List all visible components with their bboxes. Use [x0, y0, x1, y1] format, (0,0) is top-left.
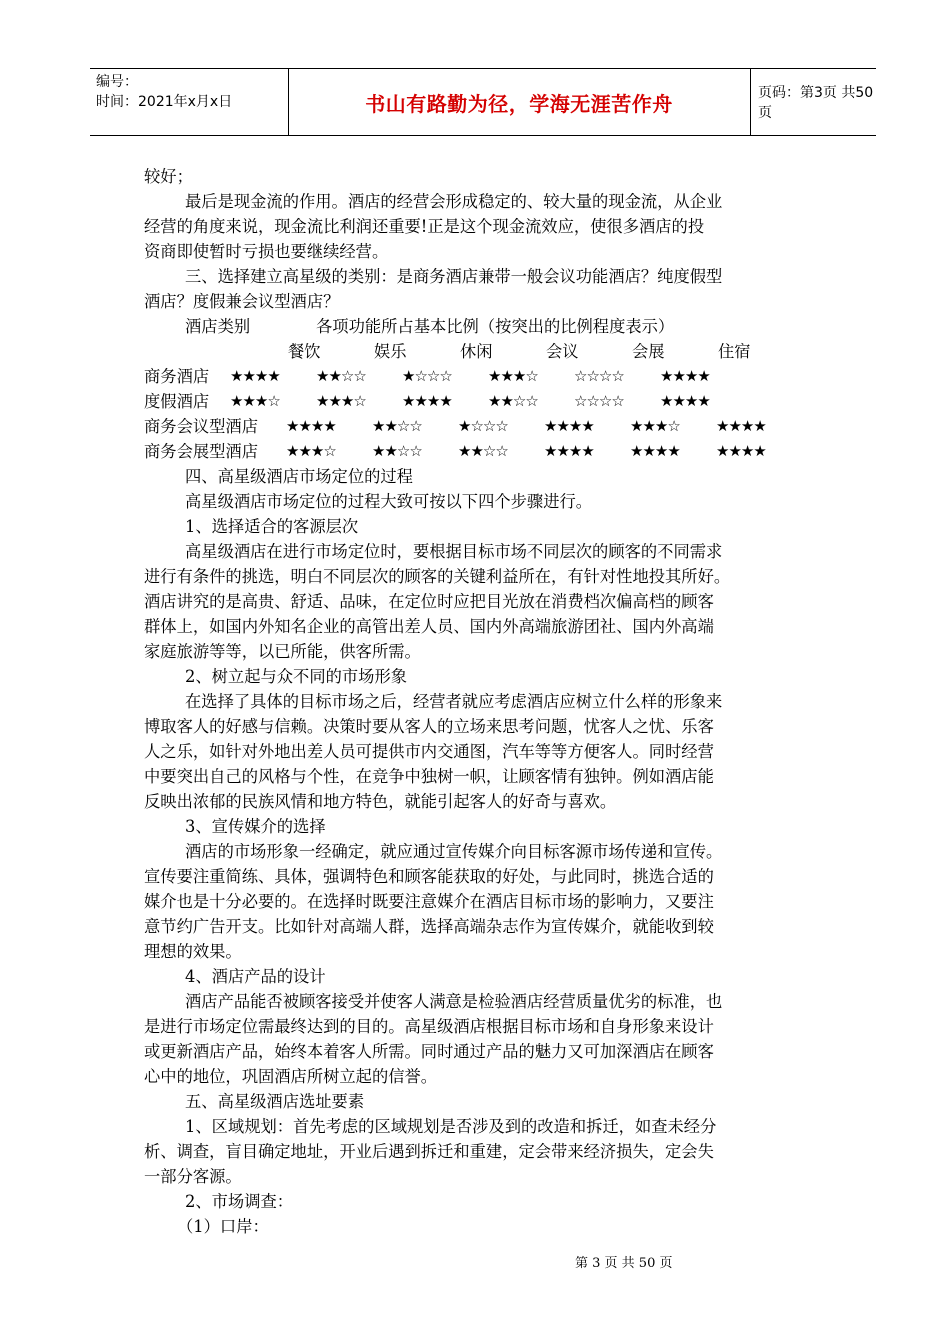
page-footer: 第 3 页 共 50 页 — [575, 1256, 673, 1271]
row-category: 商务会展型酒店 — [144, 442, 258, 461]
subsection-heading: 2、树立起与众不同的市场形象 — [185, 667, 408, 686]
paragraph-line: 中要突出自己的风格与个性，在竞争中独树一帜，让顾客情有独钟。例如酒店能 — [144, 767, 714, 786]
paragraph-line: 家庭旅游等等，以已所能，供客所需。 — [144, 642, 421, 661]
rating-stars: ★★☆☆ — [372, 442, 422, 460]
subsection-heading: 3、宣传媒介的选择 — [185, 817, 326, 836]
section-heading: 三、选择建立高星级的类别：是商务酒店兼带一般会议功能酒店？纯度假型 — [185, 267, 723, 286]
header-motto: 书山有路勤为径，学海无涯苦作舟 — [365, 91, 673, 116]
paragraph-line: 意节约广告开支。比如针对高端人群，选择高端杂志作为宣传媒介，就能收到较 — [144, 917, 714, 936]
paragraph-line: 酒店产品能否被顾客接受并使客人满意是检验酒店经营质量优劣的标准，也 — [185, 992, 723, 1011]
rating-stars: ★★★☆ — [230, 392, 280, 410]
rating-stars: ★★★☆ — [316, 392, 366, 410]
rating-stars: ☆☆☆☆ — [574, 392, 624, 410]
column-header: 餐饮 — [288, 342, 321, 361]
paragraph-line: 经营的角度来说，现金流比利润还重要!正是这个现金流效应，使很多酒店的投 — [144, 217, 705, 236]
paragraph-line: 高星级酒店市场定位的过程大致可按以下四个步骤进行。 — [185, 492, 593, 511]
section-heading: 五、高星级酒店选址要素 — [185, 1092, 365, 1111]
table-columns — [144, 339, 824, 364]
rating-stars: ★★★★ — [630, 442, 680, 460]
subsection-heading: 2、市场调查： — [185, 1192, 294, 1211]
time-label: 时间：2021年x月x日 — [96, 94, 233, 110]
table-row — [144, 414, 824, 439]
header-page-label: 页码：第3页 共50页 — [758, 85, 874, 121]
rating-stars: ★★★★ — [544, 442, 594, 460]
rating-stars: ★☆☆☆ — [458, 417, 508, 435]
table-row — [144, 439, 824, 464]
paragraph-line: 宣传要注重简练、具体，强调特色和顾客能获取的好处，与此同时，挑选合适的 — [144, 867, 714, 886]
rating-stars: ★★☆☆ — [372, 417, 422, 435]
rating-stars: ★★☆☆ — [488, 392, 538, 410]
paragraph-line: 酒店的市场形象一经确定，就应通过宣传媒介向目标客源市场传递和宣传。 — [185, 842, 723, 861]
header-meta — [96, 72, 232, 112]
paragraph-line: 高星级酒店在进行市场定位时，要根据目标市场不同层次的顾客的不同需求 — [185, 542, 723, 561]
paragraph-line: 人之乐，如针对外地出差人员可提供市内交通图，汽车等等方便客人。同时经营 — [144, 742, 714, 761]
paragraph-line: 酒店讲究的是高贵、舒适、品味，在定位时应把目光放在消费档次偏高档的顾客 — [144, 592, 714, 611]
rating-stars: ★★★★ — [716, 417, 766, 435]
paragraph-line: 进行有条件的挑选，明白不同层次的顾客的关键利益所在，有针对性地投其所好。 — [144, 567, 731, 586]
paragraph-line: 是进行市场定位需最终达到的目的。高星级酒店根据目标市场和自身形象来设计 — [144, 1017, 714, 1036]
paragraph-line: 博取客人的好感与信赖。决策时要从客人的立场来思考问题，忧客人之忧、乐客 — [144, 717, 714, 736]
paragraph-line: 群体上，如国内外知名企业的高管出差人员、国内外高端旅游团社、国内外高端 — [144, 617, 714, 636]
paragraph-line: 在选择了具体的目标市场之后，经营者就应考虑酒店应树立什么样的形象来 — [185, 692, 723, 711]
document-body — [144, 164, 824, 1239]
table-header — [144, 314, 824, 339]
paragraph-line: 析、调查，盲目确定地址，开业后遇到拆迁和重建，定会带来经济损失，定会失 — [144, 1142, 714, 1161]
paragraph-line: 酒店？度假兼会议型酒店？ — [144, 292, 340, 311]
column-header: 住宿 — [718, 342, 751, 361]
rating-stars: ★★☆☆ — [316, 367, 366, 385]
paragraph-line: 资商即使暂时亏损也要继续经营。 — [144, 242, 389, 261]
paragraph-line: 媒介也是十分必要的。在选择时既要注意媒介在酒店目标市场的影响力，又要注 — [144, 892, 714, 911]
paragraph-line: 理想的效果。 — [144, 942, 242, 961]
page-header — [90, 68, 876, 136]
table-row — [144, 364, 824, 389]
number-label: 编号： — [96, 74, 138, 90]
rating-stars: ★★☆☆ — [458, 442, 508, 460]
rating-stars: ★★★★ — [230, 367, 280, 385]
column-header: 会展 — [632, 342, 665, 361]
subsection-heading: 1、选择适合的客源层次 — [185, 517, 359, 536]
rating-stars: ★★★★ — [286, 417, 336, 435]
paragraph-line: 心中的地位，巩固酒店所树立起的信誉。 — [144, 1067, 438, 1086]
table-header-desc: 各项功能所占基本比例（按突出的比例程度表示） — [316, 317, 675, 336]
rating-stars: ★☆☆☆ — [402, 367, 452, 385]
rating-stars: ★★★★ — [544, 417, 594, 435]
paragraph-line: 反映出浓郁的民族风情和地方特色，就能引起客人的好奇与喜欢。 — [144, 792, 617, 811]
rating-stars: ★★★☆ — [630, 417, 680, 435]
table-row — [144, 389, 824, 414]
column-header: 娱乐 — [374, 342, 407, 361]
rating-stars: ★★★★ — [716, 442, 766, 460]
rating-stars: ★★★☆ — [286, 442, 336, 460]
rating-stars: ★★★☆ — [488, 367, 538, 385]
rating-stars: ☆☆☆☆ — [574, 367, 624, 385]
subsection-heading: （1）口岸： — [177, 1217, 269, 1236]
paragraph-line: 一部分客源。 — [144, 1167, 242, 1186]
header-divider — [750, 69, 751, 135]
subsection-heading: 4、酒店产品的设计 — [185, 967, 326, 986]
row-category: 度假酒店 — [144, 392, 210, 411]
section-heading: 四、高星级酒店市场定位的过程 — [185, 467, 413, 486]
rating-stars: ★★★★ — [660, 392, 710, 410]
column-header: 休闲 — [460, 342, 493, 361]
paragraph-line: 较好； — [144, 167, 193, 186]
paragraph-line: 或更新酒店产品，始终本着客人所需。同时通过产品的魅力又可加深酒店在顾客 — [144, 1042, 714, 1061]
paragraph-line: 1、区域规划：首先考虑的区域规划是否涉及到的改造和拆迁，如查未经分 — [185, 1117, 717, 1136]
column-header: 会议 — [546, 342, 579, 361]
table-header-category: 酒店类别 — [185, 317, 251, 336]
row-category: 商务会议型酒店 — [144, 417, 258, 436]
rating-stars: ★★★★ — [660, 367, 710, 385]
rating-stars: ★★★★ — [402, 392, 452, 410]
row-category: 商务酒店 — [144, 367, 210, 386]
paragraph-line: 最后是现金流的作用。酒店的经营会形成稳定的、较大量的现金流，从企业 — [185, 192, 723, 211]
